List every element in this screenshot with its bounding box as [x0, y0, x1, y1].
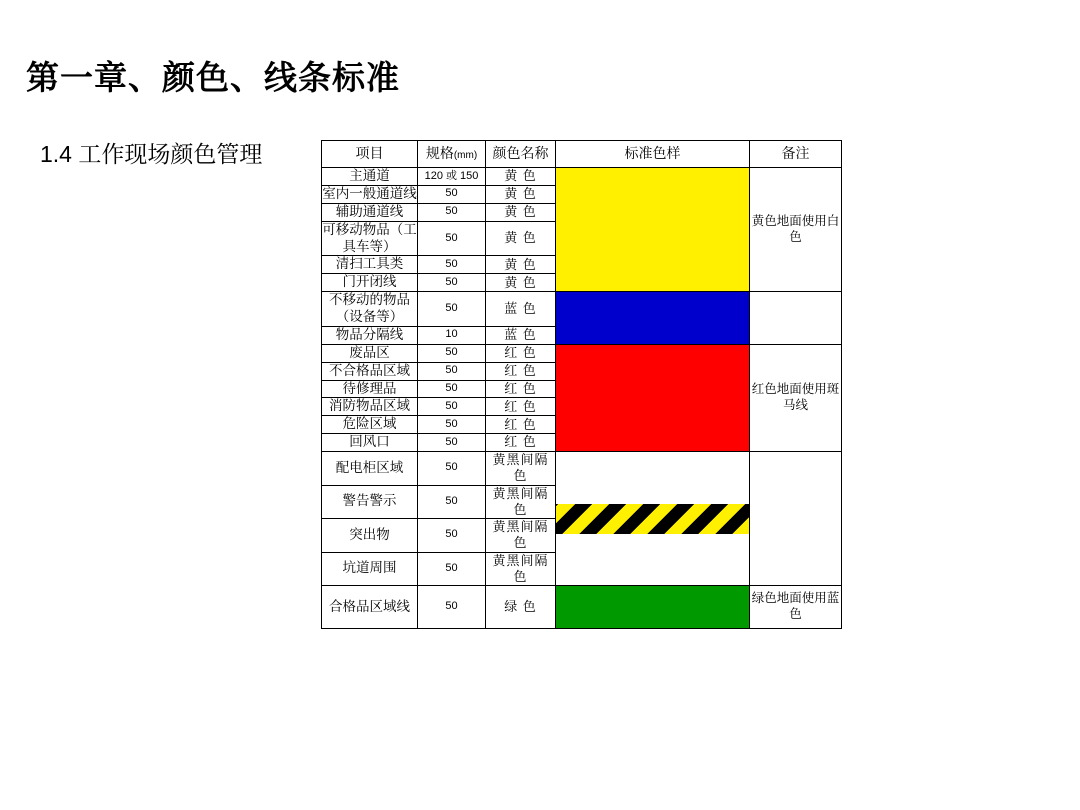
row-color-name: 红 色: [486, 362, 556, 380]
row-color-name: 红 色: [486, 434, 556, 452]
row-item: 待修理品: [322, 380, 418, 398]
row-spec: 50: [418, 185, 486, 203]
row-color-name: 红 色: [486, 416, 556, 434]
color-sample-green: [556, 586, 750, 629]
row-item: 配电柜区域: [322, 452, 418, 486]
row-spec: 50: [418, 203, 486, 221]
row-color-name: 黄 色: [486, 185, 556, 203]
row-spec: 50: [418, 586, 486, 629]
row-spec: 50: [418, 344, 486, 362]
stripe-pattern-icon: [556, 504, 749, 534]
page-title: 第一章、颜色、线条标准: [26, 59, 400, 96]
section-title: 1.4 工作现场颜色管理: [40, 141, 263, 167]
color-standard-table: [321, 140, 842, 629]
row-spec: 50: [418, 274, 486, 292]
row-remark-stripe: [750, 452, 842, 586]
row-color-name: 黄 色: [486, 274, 556, 292]
color-sample-yellow: [556, 168, 750, 292]
header-spec: [418, 141, 486, 168]
table-row: [322, 292, 842, 327]
header-item: 项目: [322, 141, 418, 168]
row-spec: 50: [418, 452, 486, 486]
row-item: 突出物: [322, 519, 418, 553]
row-item: 危险区域: [322, 416, 418, 434]
row-spec: 50: [418, 221, 486, 256]
row-remark-yellow: 黄色地面使用白色: [750, 168, 842, 292]
row-spec: 50: [418, 256, 486, 274]
table-row: [322, 168, 842, 186]
row-item: 回风口: [322, 434, 418, 452]
header-spec-label: 规格: [425, 145, 454, 162]
row-remark-green: 绿色地面使用蓝色: [750, 586, 842, 629]
color-sample-stripe: [556, 452, 750, 586]
row-spec: 50: [418, 292, 486, 327]
row-spec: 50: [418, 362, 486, 380]
row-item: 主通道: [322, 168, 418, 186]
row-item: 废品区: [322, 344, 418, 362]
row-spec: 50: [418, 398, 486, 416]
row-item: 消防物品区域: [322, 398, 418, 416]
row-item: 物品分隔线: [322, 326, 418, 344]
row-color-name: 黄 色: [486, 221, 556, 256]
row-color-name: 黄黑间隔色: [486, 485, 556, 519]
row-remark-blue: [750, 292, 842, 345]
row-spec: 50: [418, 552, 486, 586]
row-color-name: 绿 色: [486, 586, 556, 629]
row-color-name: 蓝 色: [486, 326, 556, 344]
row-item: 不合格品区域: [322, 362, 418, 380]
row-color-name: 黄黑间隔色: [486, 519, 556, 553]
row-spec: 50: [418, 434, 486, 452]
row-color-name: 蓝 色: [486, 292, 556, 327]
header-sample: 标准色样: [556, 141, 750, 168]
row-color-name: 红 色: [486, 380, 556, 398]
color-sample-red: [556, 344, 750, 451]
row-color-name: 黄黑间隔色: [486, 452, 556, 486]
row-item: 不移动的物品（设备等）: [322, 292, 418, 327]
row-color-name: 红 色: [486, 344, 556, 362]
row-item: 室内一般通道线: [322, 185, 418, 203]
row-spec: 50: [418, 416, 486, 434]
row-color-name: 黄 色: [486, 168, 556, 186]
row-spec: 50: [418, 380, 486, 398]
header-spec-unit: (mm): [453, 150, 478, 162]
row-spec: 50: [418, 485, 486, 519]
table-row: [322, 586, 842, 629]
table-row: [322, 344, 842, 362]
row-spec: 120 或 150: [418, 168, 486, 186]
row-item: 辅助通道线: [322, 203, 418, 221]
row-item: 门开闭线: [322, 274, 418, 292]
row-color-name: 黄 色: [486, 256, 556, 274]
row-item: 可移动物品（工具车等）: [322, 221, 418, 256]
table-header-row: [322, 141, 842, 168]
row-item: 清扫工具类: [322, 256, 418, 274]
row-item: 坑道周围: [322, 552, 418, 586]
table-row: [322, 452, 842, 486]
header-color-name: 颜色名称: [486, 141, 556, 168]
header-remark: 备注: [750, 141, 842, 168]
row-spec: 50: [418, 519, 486, 553]
row-remark-red: 红色地面使用斑马线: [750, 344, 842, 451]
row-item: 警告警示: [322, 485, 418, 519]
row-item: 合格品区域线: [322, 586, 418, 629]
row-spec: 10: [418, 326, 486, 344]
row-color-name: 红 色: [486, 398, 556, 416]
color-sample-blue: [556, 292, 750, 345]
row-color-name: 黄 色: [486, 203, 556, 221]
row-color-name: 黄黑间隔色: [486, 552, 556, 586]
